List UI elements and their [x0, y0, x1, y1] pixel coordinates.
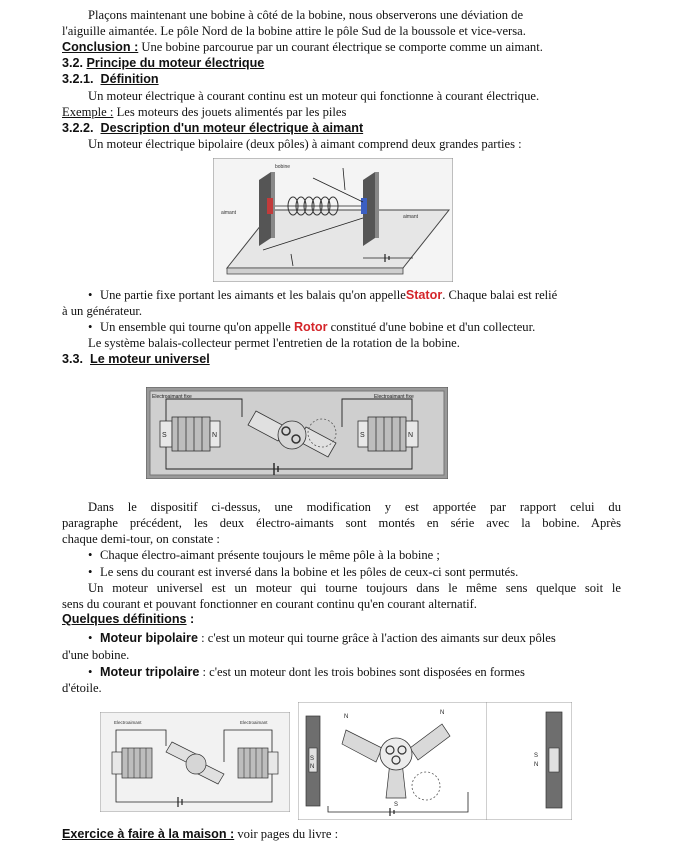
definitions-heading — [62, 612, 194, 627]
bullet-rotor — [100, 320, 535, 335]
conclusion-label: Conclusion : — [62, 40, 139, 54]
para2-line3: chaque demi-tour, on constate : — [62, 532, 220, 546]
fig5-pole-n: N — [534, 762, 539, 768]
section-3-2-1-number: 3.2.1. — [62, 72, 94, 86]
figure-bipolar-motor — [213, 158, 453, 282]
definition-text: Un moteur électrique à courant continu est un moteur qui fonctionne à courant électrique. — [88, 89, 540, 103]
fig1-label-right: aimant — [403, 214, 419, 220]
para1-line2: l'aiguille aimantée. Le pôle Nord de la bobine attire le pôle Sud de la boussole et vice-versa. — [62, 24, 526, 38]
fig4-pole-n-top-left: N — [344, 714, 349, 720]
def-tripolaire-line2: d'étoile. — [62, 681, 102, 695]
tripolar-diagram — [298, 702, 490, 820]
bullet-current-inverted: • Le sens du courant est inversé dans la bobine et les pôles de ceux-ci sont permutés. — [100, 565, 518, 580]
fig2-pole-s-right: S — [360, 432, 365, 439]
rotor-term: Rotor — [293, 320, 328, 334]
definitions-label: Quelques définitions — [62, 612, 187, 626]
section-3-2-2-number: 3.2.2. — [62, 121, 94, 135]
fig1-label-top: bobine — [275, 164, 291, 170]
bullet-stator-line2: à un générateur. — [62, 304, 143, 318]
fig2-pole-n-right: N — [408, 432, 414, 439]
bullet-stator — [100, 288, 557, 303]
figure-tripolar — [298, 702, 490, 820]
def-bipolaire — [100, 631, 556, 646]
example-label: Exemple : — [62, 105, 114, 119]
stator-term: Stator — [405, 288, 443, 302]
tripolaire-term: Moteur tripolaire — [100, 665, 200, 679]
bipolar-motor-diagram — [213, 158, 453, 282]
fig4-pole-s-bottom: S — [394, 802, 399, 808]
fig5-pole-s: S — [534, 753, 539, 759]
fig3-label-right: Electroaimant — [240, 720, 268, 725]
fig4-pole-n-top-right: N — [440, 710, 445, 716]
def-bipolaire-line2: d'une bobine. — [62, 648, 130, 662]
para3-line2: sens du courant et pouvant fonctionner en courant continu qu'en courant alternatif. — [62, 597, 477, 611]
para2-line2: paragraphe précédent, les deux électro-aimants sont montés en série avec la bobine. Après — [62, 516, 621, 530]
fig4-pole-s: S — [310, 756, 315, 762]
fig2-pole-s-left: S — [162, 432, 167, 439]
para3-line1: Un moteur universel est un moteur qui tourne toujours dans le même sens quelque soit le — [88, 581, 621, 595]
fig2-pole-n-left: N — [212, 432, 218, 439]
exercice — [62, 827, 338, 842]
conclusion — [62, 40, 543, 55]
bullet-stator-pre: Une partie fixe portant les aimants et les balais qu'on appelle — [100, 288, 406, 302]
bipolaire-term: Moteur bipolaire — [100, 631, 198, 645]
figure-magnet-right — [486, 702, 572, 820]
exercice-text: voir pages du livre : — [234, 827, 339, 841]
description-text: Un moteur électrique bipolaire (deux pôles) à aimant comprend deux grandes parties : — [88, 137, 522, 151]
section-3-2-number: 3.2. — [62, 56, 84, 70]
bullet-stator-post: . Chaque balai est relié — [442, 288, 558, 302]
section-3-2-2 — [62, 121, 363, 136]
section-3-3-title: Le moteur universel — [90, 352, 210, 366]
definitions-colon: : — [186, 612, 195, 626]
bullet-rotor-pre: Un ensemble qui tourne qu'on appelle — [100, 320, 294, 334]
section-3-2-title: Principe du moteur électrique — [86, 56, 265, 70]
tripolaire-text: : c'est un moteur dont les trois bobines sont disposées en formes — [199, 665, 525, 679]
def-tripolaire — [100, 665, 525, 680]
fig2-label-right: Electroaimant fixe — [374, 394, 414, 400]
example — [62, 105, 346, 120]
figure-universal-motor — [146, 387, 448, 479]
bipolar-small-diagram — [100, 712, 290, 812]
section-3-2-1-title: Définition — [100, 72, 159, 86]
section-3-2-1 — [62, 72, 159, 87]
fig1-label-left: aimant — [221, 210, 237, 216]
bipolaire-text: : c'est un moteur qui tourne grâce à l'action des aimants sur deux pôles — [197, 631, 556, 645]
fig2-label-left: Electroaimant fixe — [152, 394, 192, 400]
universal-motor-diagram — [146, 387, 448, 479]
section-3-3 — [62, 352, 210, 367]
section-3-3-number: 3.3. — [62, 352, 84, 366]
para1-line1: Plaçons maintenant une bobine à côté de la bobine, nous observerons une déviation de — [88, 8, 524, 22]
exercice-label: Exercice à faire à la maison : — [62, 827, 235, 841]
bullet-rotor-post: constitué d'une bobine et d'un collecteur. — [327, 320, 536, 334]
para2-line1: Dans le dispositif ci-dessus, une modification y est apportée par rapport celui du — [88, 500, 621, 514]
conclusion-text: Une bobine parcourue par un courant électrique se comporte comme un aimant. — [138, 40, 543, 54]
magnet-right-diagram — [486, 702, 572, 820]
bullet-same-pole: • Chaque électro-aimant présente toujours le même pôle à la bobine ; — [100, 548, 440, 563]
example-text: Les moteurs des jouets alimentés par les piles — [113, 105, 347, 119]
fig3-label-left: Electroaimant — [114, 720, 142, 725]
figure-bipolar-small — [100, 712, 290, 812]
section-3-2 — [62, 56, 264, 71]
balais-text: Le système balais-collecteur permet l'entretien de la rotation de la bobine. — [88, 336, 460, 350]
fig4-pole-n-left: N — [310, 764, 315, 770]
section-3-2-2-title: Description d'un moteur électrique à aimant — [100, 121, 364, 135]
